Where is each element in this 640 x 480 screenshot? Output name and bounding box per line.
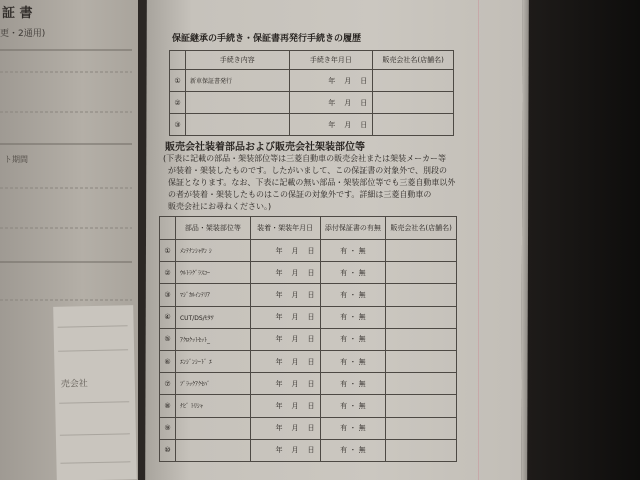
warranty-attached: 有 ・ 無 <box>320 417 386 439</box>
parts-note-line: 販売会社にお尋ねください。) <box>168 202 272 211</box>
table-row <box>160 240 457 262</box>
left-page-subtext: 更・2通用) <box>0 29 46 39</box>
row-number: ② <box>170 92 186 114</box>
warranty-attached: 有 ・ 無 <box>320 439 386 461</box>
warranty-attached: 有 ・ 無 <box>320 284 386 306</box>
warranty-attached: 有 ・ 無 <box>320 262 386 284</box>
dealer-name <box>386 350 457 372</box>
part-name: ﾏｼﾞｶﾙｲﾝﾃﾘｱ <box>175 284 250 306</box>
procedure-content: 新車保証書発行 <box>185 70 289 92</box>
install-date: 年 月 日 <box>250 284 320 306</box>
part-name <box>175 439 250 461</box>
table-row <box>160 439 457 461</box>
parts-header-attach: 添付保証書の有無 <box>320 217 386 240</box>
parts-header-part: 部品・架装部位等 <box>175 217 250 240</box>
table-row <box>170 70 454 92</box>
install-date: 年 月 日 <box>250 240 320 262</box>
row-number: ⑨ <box>160 417 176 439</box>
parts-note-line: (下表に記載の部品・架装部位等は三菱自動車の販売会社または架装メーカー等 <box>163 154 446 163</box>
part-name: ｳﾙﾄﾗｸﾞﾗｽｺｰ <box>175 262 250 284</box>
parts-note-line: 保証となります。なお、下表に記載の無い部品・架装部位等でも三菱自動車以外 <box>168 178 456 187</box>
row-number: ③ <box>160 284 176 306</box>
table-row <box>160 350 457 372</box>
slip-label: 売会社 <box>60 379 88 390</box>
dealer-name <box>386 284 457 306</box>
install-date: 年 月 日 <box>250 350 320 372</box>
row-number: ⑥ <box>160 350 176 372</box>
parts-header-dealer: 販売会社名(店舗名) <box>386 217 457 240</box>
dealer-name <box>386 439 457 461</box>
history-header-dealer: 販売会社名(店舗名) <box>373 51 454 70</box>
row-number: ⑤ <box>160 328 176 350</box>
procedure-content <box>185 114 289 136</box>
dealer-name <box>386 328 457 350</box>
parts-header-date: 装着・架装年月日 <box>250 217 320 240</box>
left-page-fragment: ト期間 <box>4 155 28 164</box>
table-row <box>160 417 457 439</box>
history-header-num <box>170 51 186 70</box>
parts-note-line: が装着・架装したものです。したがいまして、この保証書の対象外で、別段の <box>168 166 448 175</box>
warranty-attached: 有 ・ 無 <box>320 240 386 262</box>
table-row <box>170 114 454 136</box>
history-title: 保証継承の手続き・保証書再発行手続きの履歴 <box>172 34 362 44</box>
warranty-attached: 有 ・ 無 <box>320 395 386 417</box>
dealer-name <box>373 114 454 136</box>
install-date: 年 月 日 <box>250 395 320 417</box>
table-row <box>160 284 457 306</box>
row-number: ⑩ <box>160 439 176 461</box>
row-number: ① <box>160 240 176 262</box>
dealer-name <box>373 70 454 92</box>
part-name: ﾅﾋﾞ ﾄﾘｼｬ <box>175 395 250 417</box>
part-name: ﾒﾝﾃﾅﾝｼｬｻﾝ ｼ <box>175 240 250 262</box>
row-number: ⑧ <box>160 395 176 417</box>
install-date: 年 月 日 <box>250 328 320 350</box>
dealer-name <box>386 417 457 439</box>
procedure-content <box>185 92 289 114</box>
procedure-date: 年 月 日 <box>289 114 373 136</box>
part-name: ｱｸﾛｸｯﾄｾｯﾄ_ <box>175 328 250 350</box>
dealer-name <box>386 240 457 262</box>
table-row <box>170 92 454 114</box>
procedure-date: 年 月 日 <box>289 70 373 92</box>
dealer-name <box>373 92 454 114</box>
parts-title: 販売会社装着部品および販売会社架装部位等 <box>165 142 365 153</box>
history-header-row <box>170 51 454 70</box>
warranty-attached: 有 ・ 無 <box>320 306 386 328</box>
warranty-attached: 有 ・ 無 <box>320 328 386 350</box>
parts-note-line: の者が装着・架装したものはこの保証の対象外です。詳細は三菱自動車の <box>168 190 432 199</box>
part-name: ｴﾝｼﾞﾝｼｰﾄﾞ ｴ <box>175 350 250 372</box>
parts-header-num <box>160 217 176 240</box>
install-date: 年 月 日 <box>250 262 320 284</box>
history-table <box>169 50 454 136</box>
part-name: ﾌﾞﾗｯｸｱｸｾﾊﾞ <box>175 373 250 395</box>
parts-table <box>159 216 457 462</box>
install-date: 年 月 日 <box>250 306 320 328</box>
table-row <box>160 306 457 328</box>
dealer-name <box>386 373 457 395</box>
install-date: 年 月 日 <box>250 439 320 461</box>
left-page-heading: 証 書 <box>2 6 33 21</box>
dealer-name <box>386 306 457 328</box>
procedure-date: 年 月 日 <box>289 92 373 114</box>
table-row <box>160 262 457 284</box>
history-header-date: 手続き年月日 <box>289 51 373 70</box>
part-name: CUT/DS/ｾﾀﾜ <box>175 306 250 328</box>
history-header-content: 手続き内容 <box>185 51 289 70</box>
parts-header-row <box>160 217 457 240</box>
install-date: 年 月 日 <box>250 417 320 439</box>
warranty-attached: 有 ・ 無 <box>320 373 386 395</box>
install-date: 年 月 日 <box>250 373 320 395</box>
table-row <box>160 395 457 417</box>
table-row <box>160 328 457 350</box>
table-row <box>160 373 457 395</box>
row-number: ③ <box>170 114 186 136</box>
row-number: ④ <box>160 306 176 328</box>
row-number: ① <box>170 70 186 92</box>
row-number: ⑦ <box>160 373 176 395</box>
row-number: ② <box>160 262 176 284</box>
dealer-name <box>386 395 457 417</box>
dealer-name <box>386 262 457 284</box>
part-name <box>175 417 250 439</box>
warranty-attached: 有 ・ 無 <box>320 350 386 372</box>
